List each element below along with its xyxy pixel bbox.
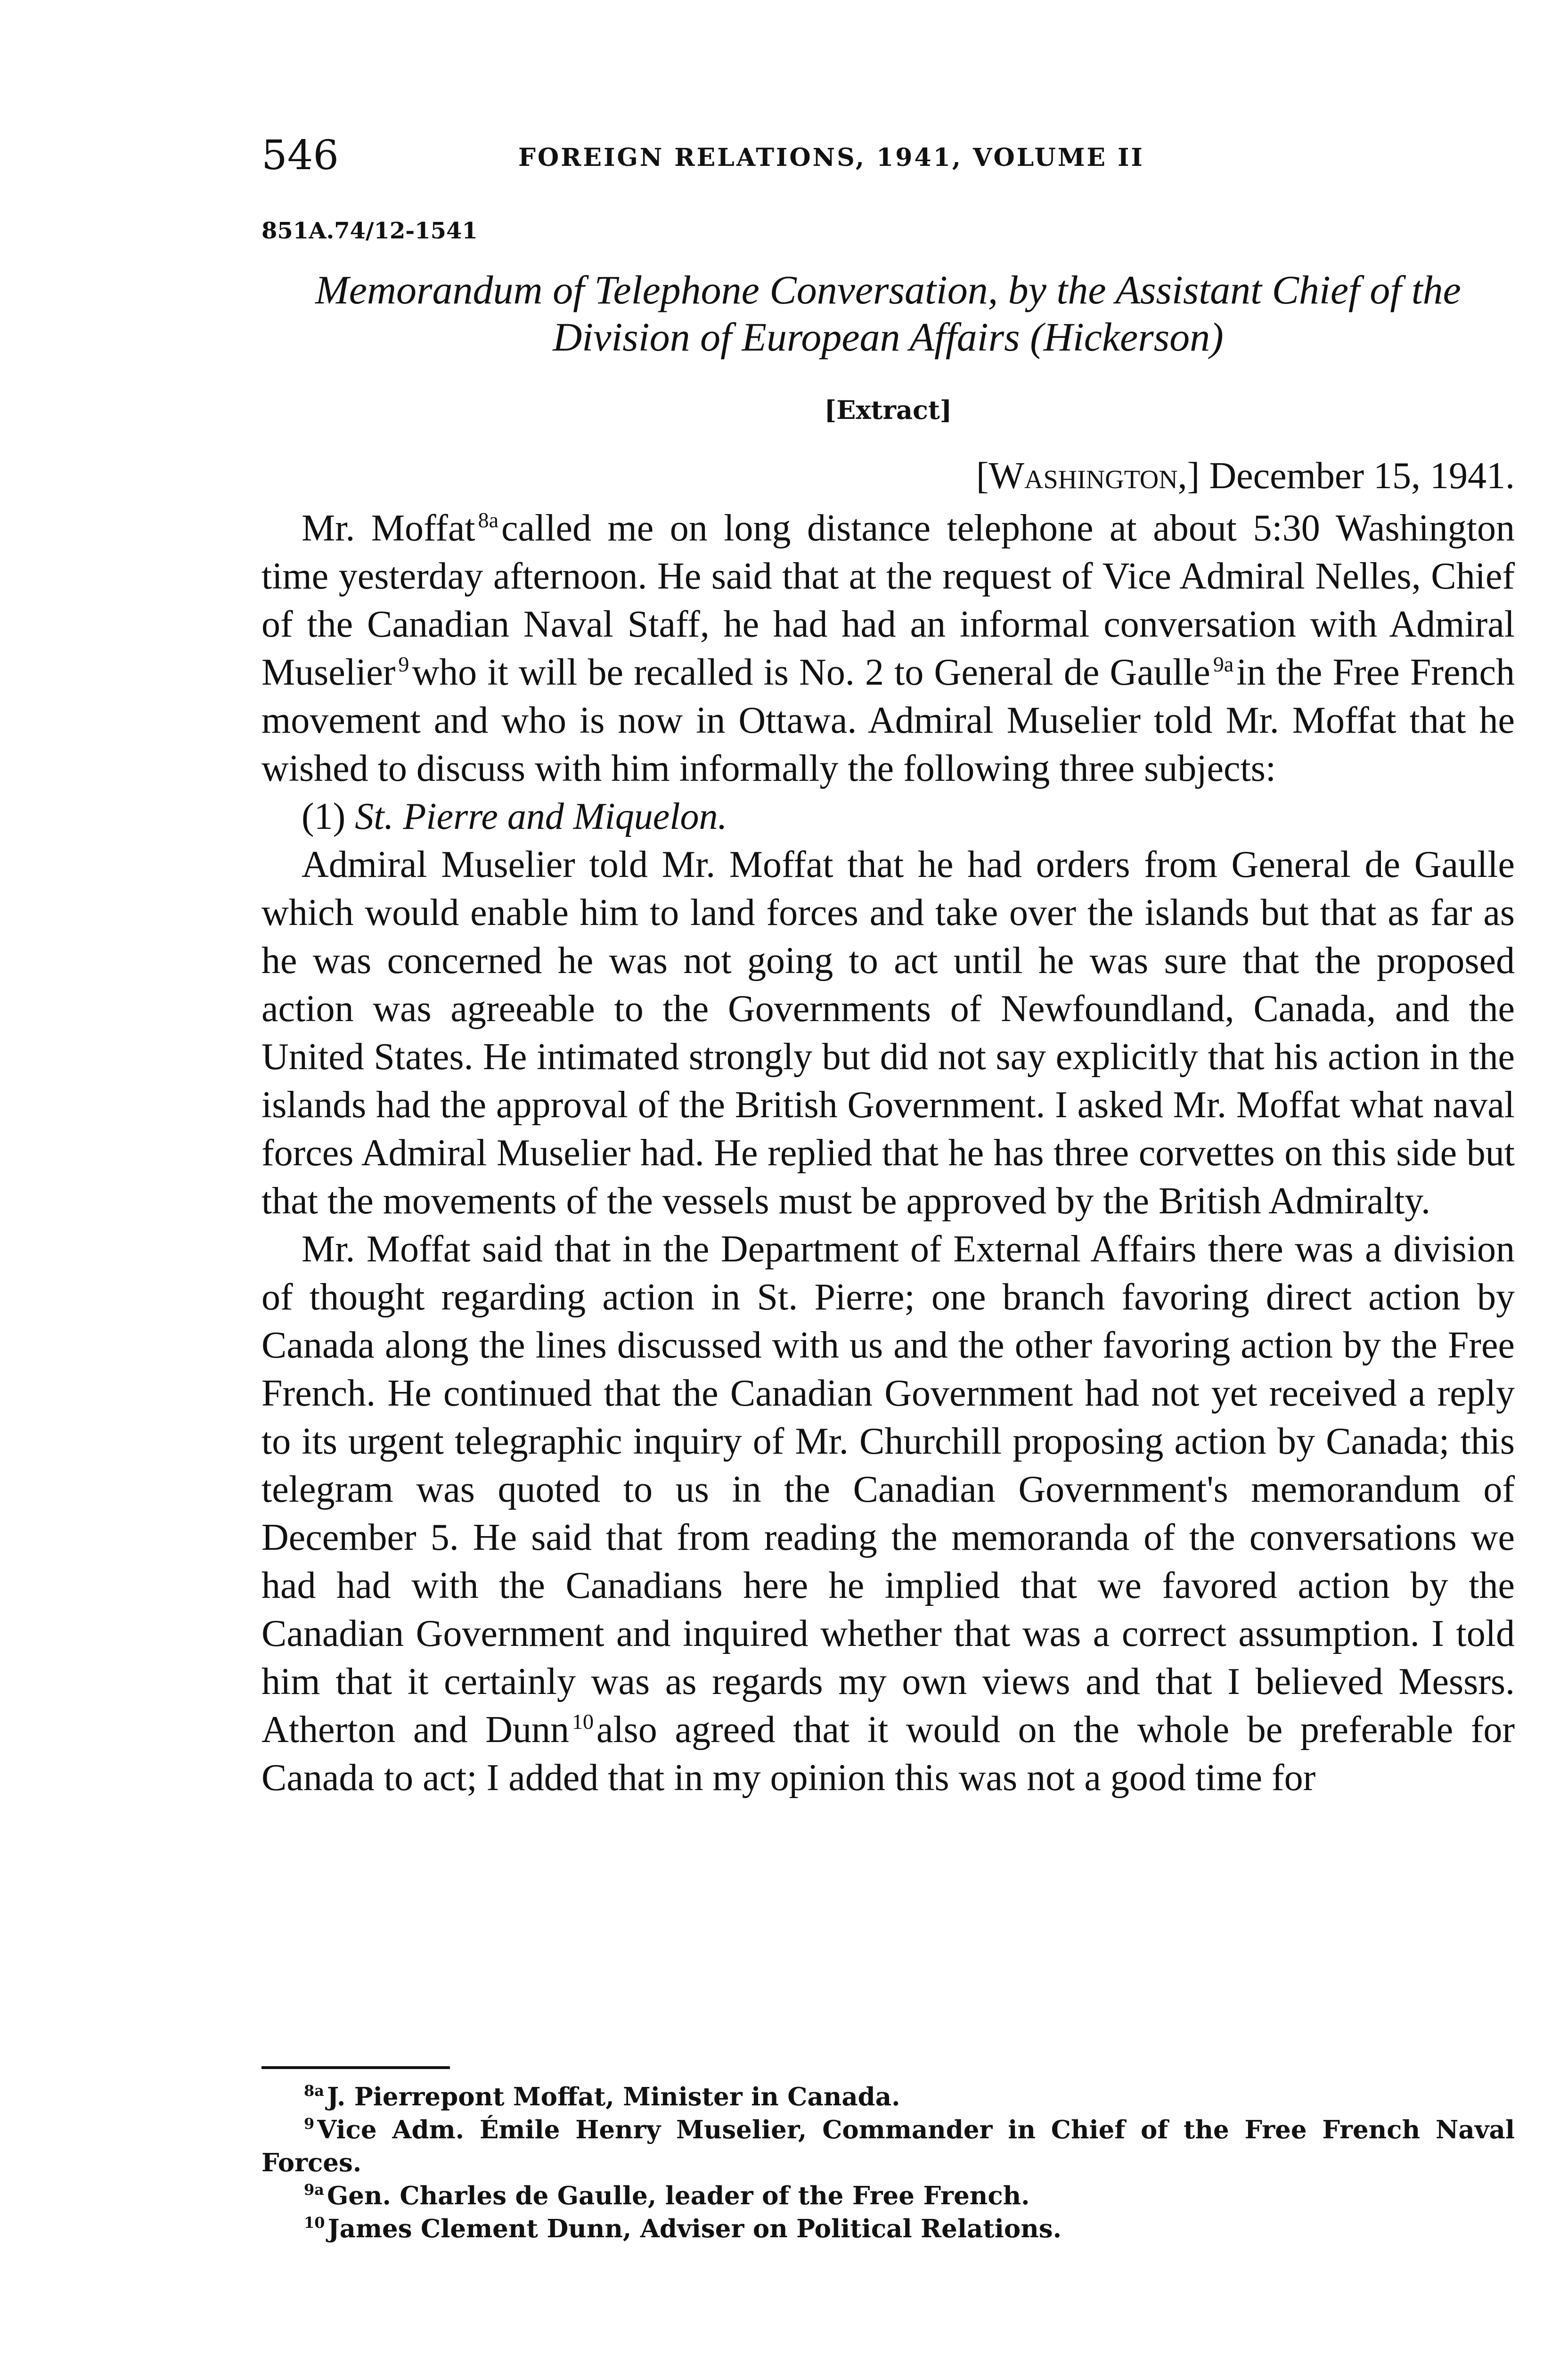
footnote-ref-9a: 9a [1213,652,1234,676]
footnote-text: Gen. Charles de Gaulle, leader of the Free French. [327,2181,1030,2210]
paragraph-1 [261,504,1515,793]
footnote-8a [261,2080,1515,2113]
footnote-mark: 9 [304,2115,315,2133]
footnote-mark: 10 [304,2214,325,2232]
dateline-place: [Washington,] [976,455,1200,497]
running-title: FOREIGN RELATIONS, 1941, VOLUME II [518,143,1144,172]
footnotes [261,2080,1515,2245]
paragraph-3-text-a: Mr. Moffat said that in the Department of External Affairs there was a division of thought regarding action in St. Pierre; one branch favoring direct action by Canada along the lines discussed with us and the other favoring action by the Free French. He continued that the Canadian Government had not yet received a reply to its urgent telegraphic inquiry of Mr. Churchill proposing action by Canada; this telegram was quoted to us in the Canadian Government's memorandum of December 5. He said that from reading the memoranda of the conversations we had had with the Canadians here he implied that we favored action by the Canadian Government and inquired whether that was a correct assumption. I told him that it certainly was as regards my own views and that I believed Messrs. Atherton and Dunn [261,1228,1515,1751]
footnote-divider [261,2066,450,2069]
footnote-text: J. Pierrepont Moffat, Minister in Canada. [327,2082,900,2111]
paragraph-1-text-c: who it will be recalled is No. 2 to General de Gaulle [412,652,1210,693]
footnote-ref-8a: 8a [478,508,498,532]
file-number: 851A.74/12-1541 [261,218,478,244]
footnote-10 [261,2212,1515,2245]
footnote-text: James Clement Dunn, Adviser on Political Relations. [327,2214,1062,2243]
paragraph-3 [261,1225,1515,1802]
paragraph-1-text-b: called me on long distance telephone at about 5:30 Washington time yesterday afternoon. He said that at the request of Vice Admiral Nelles, Chief of the Canadian Naval Staff, he had had an informal conversation with Admiral Muselier [261,507,1515,693]
footnote-mark: 9a [304,2181,324,2199]
dateline-date: December 15, 1941. [1209,455,1515,497]
footnote-9a [261,2179,1515,2212]
footnote-text: Vice Adm. Émile Henry Muselier, Commander in Chief of the Free French Naval Forces. [261,2115,1515,2177]
paragraph-2: Admiral Muselier told Mr. Moffat that he had orders from General de Gaulle which would enable him to land forces and take over the islands but that as far as he was concerned he was not going to act until he was sure that the proposed action was agreeable to the Governments of Newfoundland, Canada, and the United States. He intimated strongly but did not say explicitly that his action in the islands had the approval of the British Government. I asked Mr. Moffat what naval forces Admiral Muselier had. He replied that he has three corvettes on this side but that the movements of the vessels must be approved by the British Admiralty. [261,844,1515,1222]
page-number: 546 [261,132,339,179]
running-head [261,132,1515,179]
footnote-ref-10: 10 [572,1710,594,1734]
extract-label: [Extract] [824,395,952,425]
document-title: Memorandum of Telephone Conversation, by the Assistant Chief of the Division of European Affairs (Hickerson) [315,267,1461,360]
footnote-ref-9: 9 [398,652,409,676]
footnote-mark: 8a [304,2082,324,2100]
paragraph-1-text-a: Mr. Moffat [302,507,475,549]
paragraph-1-text-d: in the Free French movement and who is now in Ottawa. Admiral Muselier told Mr. Moffat that he wished to discuss with him informally the following three subjects: [261,652,1515,789]
item-1-heading [261,793,1515,841]
paragraph-3-text-b: also agreed that it would on the whole be preferable for Canada to act; I added that in my opinion this was not a good time for [261,1709,1515,1799]
memorandum-body [261,504,1515,1802]
dateline [261,452,1515,499]
footnote-9 [261,2113,1515,2179]
item-1-title: St. Pierre and Miquelon. [355,796,727,837]
item-1-number: (1) [302,796,346,837]
